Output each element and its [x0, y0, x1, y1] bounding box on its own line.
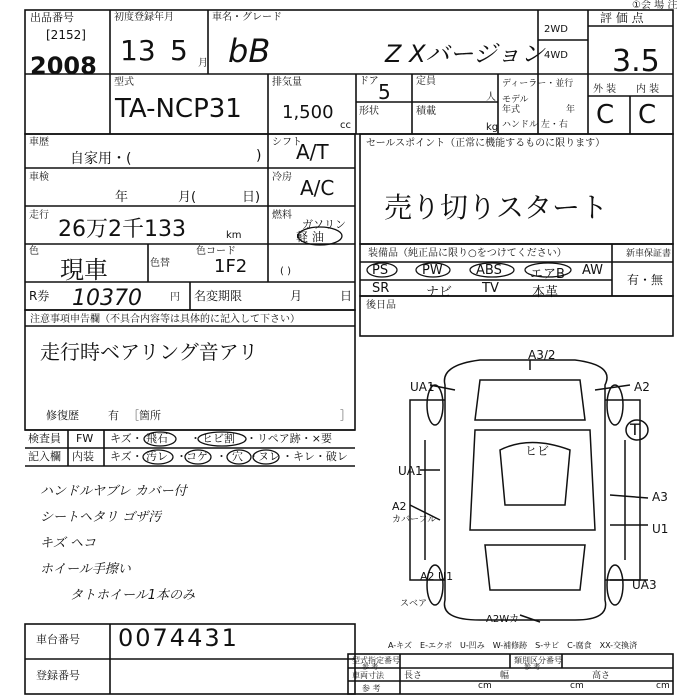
equip-aw: AW [582, 263, 604, 278]
dealer-line3: 年式 [502, 105, 521, 115]
history-value: 自家用・( [70, 151, 132, 167]
shift-label: シフト [272, 137, 302, 148]
handnote-4: ホイール手擦い [40, 562, 131, 577]
recycle-value: 10370 [72, 286, 142, 311]
equip-ps: PS [372, 263, 389, 278]
deadline-label: 名変期限 [194, 289, 243, 303]
color-label: 色 [29, 246, 39, 257]
mark-hibi: ヒビ [525, 444, 550, 458]
history-close: ) [256, 148, 262, 164]
insp-row2-ana: 穴 [232, 450, 243, 463]
insp-row2-nure: ヌレ [258, 450, 280, 463]
equip-leather: 本革 [532, 285, 559, 300]
mark-cover: カバーフル [392, 515, 437, 525]
fuel-diesel: 軽 油 [296, 230, 324, 244]
top-right-header: ①会 場 注 [632, 0, 678, 11]
score-value: 3.5 [612, 44, 660, 79]
footer-ref3: 参 考 [362, 684, 381, 693]
displacement-label: 排気量 [272, 77, 302, 88]
first-reg-label: 初度登録年月 [114, 12, 174, 23]
equip-navi: ナビ [426, 285, 453, 300]
insp-row2-rest: ・キレ・破レ [282, 450, 348, 463]
capacity-unit: 人 [486, 92, 496, 103]
insp-row1-sep: ・ [190, 432, 201, 445]
model-label: 型式 [114, 77, 134, 88]
insp-row1-tobiishi: 飛石 [146, 432, 168, 445]
insp-row1-kizu: キズ・ [110, 432, 143, 445]
footer-ref1: 参 考 [362, 663, 379, 671]
doors-label: ドア [359, 76, 379, 87]
inspection-day: 日) [242, 190, 261, 205]
footer-width: 幅 [500, 671, 510, 681]
repair-place: ［箇所 [128, 409, 161, 422]
car-name: bB [228, 32, 271, 70]
equip-sr: SR [372, 281, 390, 296]
repair-label: 修復歴 [46, 409, 79, 422]
dealer-line4: ハンドル 左・右 [502, 120, 568, 130]
footer-cm2: cm [570, 681, 584, 691]
score-int-label: 内 装 [636, 84, 660, 95]
handnote-5: タトホイール1本のみ [70, 588, 196, 603]
lot-label: 出品番号 [30, 11, 74, 24]
fuel-label: 燃料 [272, 210, 292, 221]
inspector-label2: 記入欄 [28, 450, 61, 463]
score-ext: C [596, 100, 615, 130]
ac-label: 冷房 [272, 172, 292, 183]
notes-label: 注意事項申告欄（不具合内容等は具体的に記入して下さい） [30, 314, 300, 325]
equip-airbag: エアB [530, 267, 565, 282]
mark-a2-left: A2 [392, 500, 407, 513]
insp-row2-koge: コゲ [186, 450, 208, 463]
footer-class-label: 類別区分番号 [514, 656, 562, 665]
recycle-label: R券 [29, 289, 50, 303]
handnote-3: キズ ヘコ [40, 536, 96, 551]
sales-point-label: セールスポイント（正常に機能するものに限ります） [366, 138, 606, 149]
lot-code: [2152] [46, 28, 86, 42]
equip-tv: TV [482, 281, 499, 296]
later-docs-label: 後日品 [366, 300, 396, 311]
handnote-2: シートヘタリ ゴザ汚 [40, 510, 162, 525]
color-code: 1F2 [214, 256, 248, 277]
insp-row1-fw: FW [76, 432, 94, 445]
score-label: 評 価 点 [600, 11, 644, 25]
deadline-month: 月 [290, 289, 303, 303]
legend: A-キズ E-エクボ U-凹み W-補修跡 S-サビ C-腐食 XX-交換済 [388, 641, 638, 650]
mileage-unit: km [226, 230, 242, 241]
insp-row2-interior: 内装 [72, 450, 94, 463]
first-reg-month-unit: 月 [198, 58, 208, 69]
color-value: 現車 [60, 256, 108, 284]
warranty-label: 新車保証書 [626, 249, 672, 259]
score-int: C [638, 100, 657, 130]
deadline-day: 日 [340, 289, 353, 303]
first-reg-month: 5 [170, 34, 188, 67]
displacement-value: 1,500 [282, 102, 334, 123]
chassis-label: 車台番号 [36, 633, 80, 646]
mark-u1-right: U1 [652, 522, 669, 536]
footer-height: 高さ [592, 671, 611, 681]
drive-4wd: 4WD [544, 50, 568, 61]
car-grade: Z Xバージョン [385, 40, 545, 68]
drive-2wd: 2WD [544, 24, 568, 35]
mark-t: T [630, 420, 640, 439]
mark-ua1-top: UA1 [410, 380, 435, 394]
score-ext-label: 外 装 [593, 84, 617, 95]
insp-row2-sep3: ・ [248, 450, 259, 463]
dealer-line1: ディーラー・並行 [502, 79, 574, 89]
insp-row1-hibiware: ヒビ割 [202, 432, 235, 445]
footer-ref2: 参 考 [524, 663, 541, 671]
insp-row2-sep1: ・ [176, 450, 187, 463]
repair-value: 有 [108, 409, 119, 422]
mileage-label: 走行 [29, 210, 49, 221]
ac-value: A/C [300, 176, 335, 200]
mark-ua1-side: UA1 [398, 464, 423, 478]
inspection-month: 月( [178, 190, 197, 205]
footer-dims-label: 車両寸法 [352, 671, 384, 680]
equip-abs: ABS [476, 263, 502, 278]
shift-value: A/T [296, 140, 329, 164]
handnote-1: ハンドルヤブレ カバー付 [40, 484, 187, 499]
sales-point-text: 売り切りスタート [384, 191, 609, 224]
footer-cm1: cm [478, 681, 492, 691]
repair-close: ］ [340, 409, 351, 422]
mark-a3: A3 [652, 490, 668, 504]
dealer-year-unit: 年 [566, 105, 576, 115]
insp-row2-kizu: キズ・ [110, 450, 143, 463]
chassis-value: 0074431 [118, 624, 239, 652]
fuel-gas: ガソリン [302, 218, 346, 231]
model-value: TA-NCP31 [115, 94, 242, 124]
load-label: 積載 [416, 106, 436, 117]
inspection-year: 年 [115, 190, 129, 205]
lot-number: 2008 [30, 52, 97, 80]
inspection-label: 車検 [29, 172, 49, 183]
registration-label: 登録番号 [36, 669, 80, 682]
fuel-paren: ( ) [280, 266, 291, 277]
mark-a2-u1: A2 U1 [420, 570, 454, 583]
doors-value: 5 [378, 80, 391, 104]
color-exchange-label: 色替 [150, 258, 170, 269]
insp-row2-sep2: ・ [216, 450, 227, 463]
footer-type-label: 型式指定番号 [352, 656, 400, 665]
mark-a2-top: A2 [634, 380, 650, 394]
warranty-value: 有・無 [627, 273, 664, 287]
footer-length: 長さ [404, 671, 423, 681]
inspector-label1: 検査員 [28, 432, 61, 445]
load-unit: kg [486, 122, 499, 133]
displacement-unit: cc [340, 120, 351, 131]
equip-pw: PW [422, 263, 443, 278]
footer-cm3: cm [656, 681, 670, 691]
insp-row1-rest: ・リペア跡・×要 [246, 432, 332, 445]
insp-row2-yogore: 汚レ [146, 450, 168, 463]
mark-ua3: UA3 [632, 578, 657, 592]
recycle-unit: 円 [170, 292, 180, 303]
mark-top: A3/2 [528, 348, 556, 362]
mileage-value: 26万2千133 [58, 217, 186, 242]
color-code-label: 色コード [196, 246, 236, 257]
mark-suba: スベア [400, 599, 428, 609]
history-label: 車歴 [29, 137, 49, 148]
shape-label: 形状 [359, 106, 379, 117]
capacity-label: 定員 [416, 76, 436, 87]
dealer-line2: モデル [502, 95, 529, 105]
mark-bottom: A2Wカ [486, 614, 520, 625]
car-name-label: 車名・グレード [212, 12, 282, 23]
first-reg-year: 13 [120, 34, 156, 67]
equipment-label: 装備品（純正品に限り○をつけてください） [368, 248, 567, 259]
notes-text: 走行時ベアリング音アリ [40, 340, 258, 364]
